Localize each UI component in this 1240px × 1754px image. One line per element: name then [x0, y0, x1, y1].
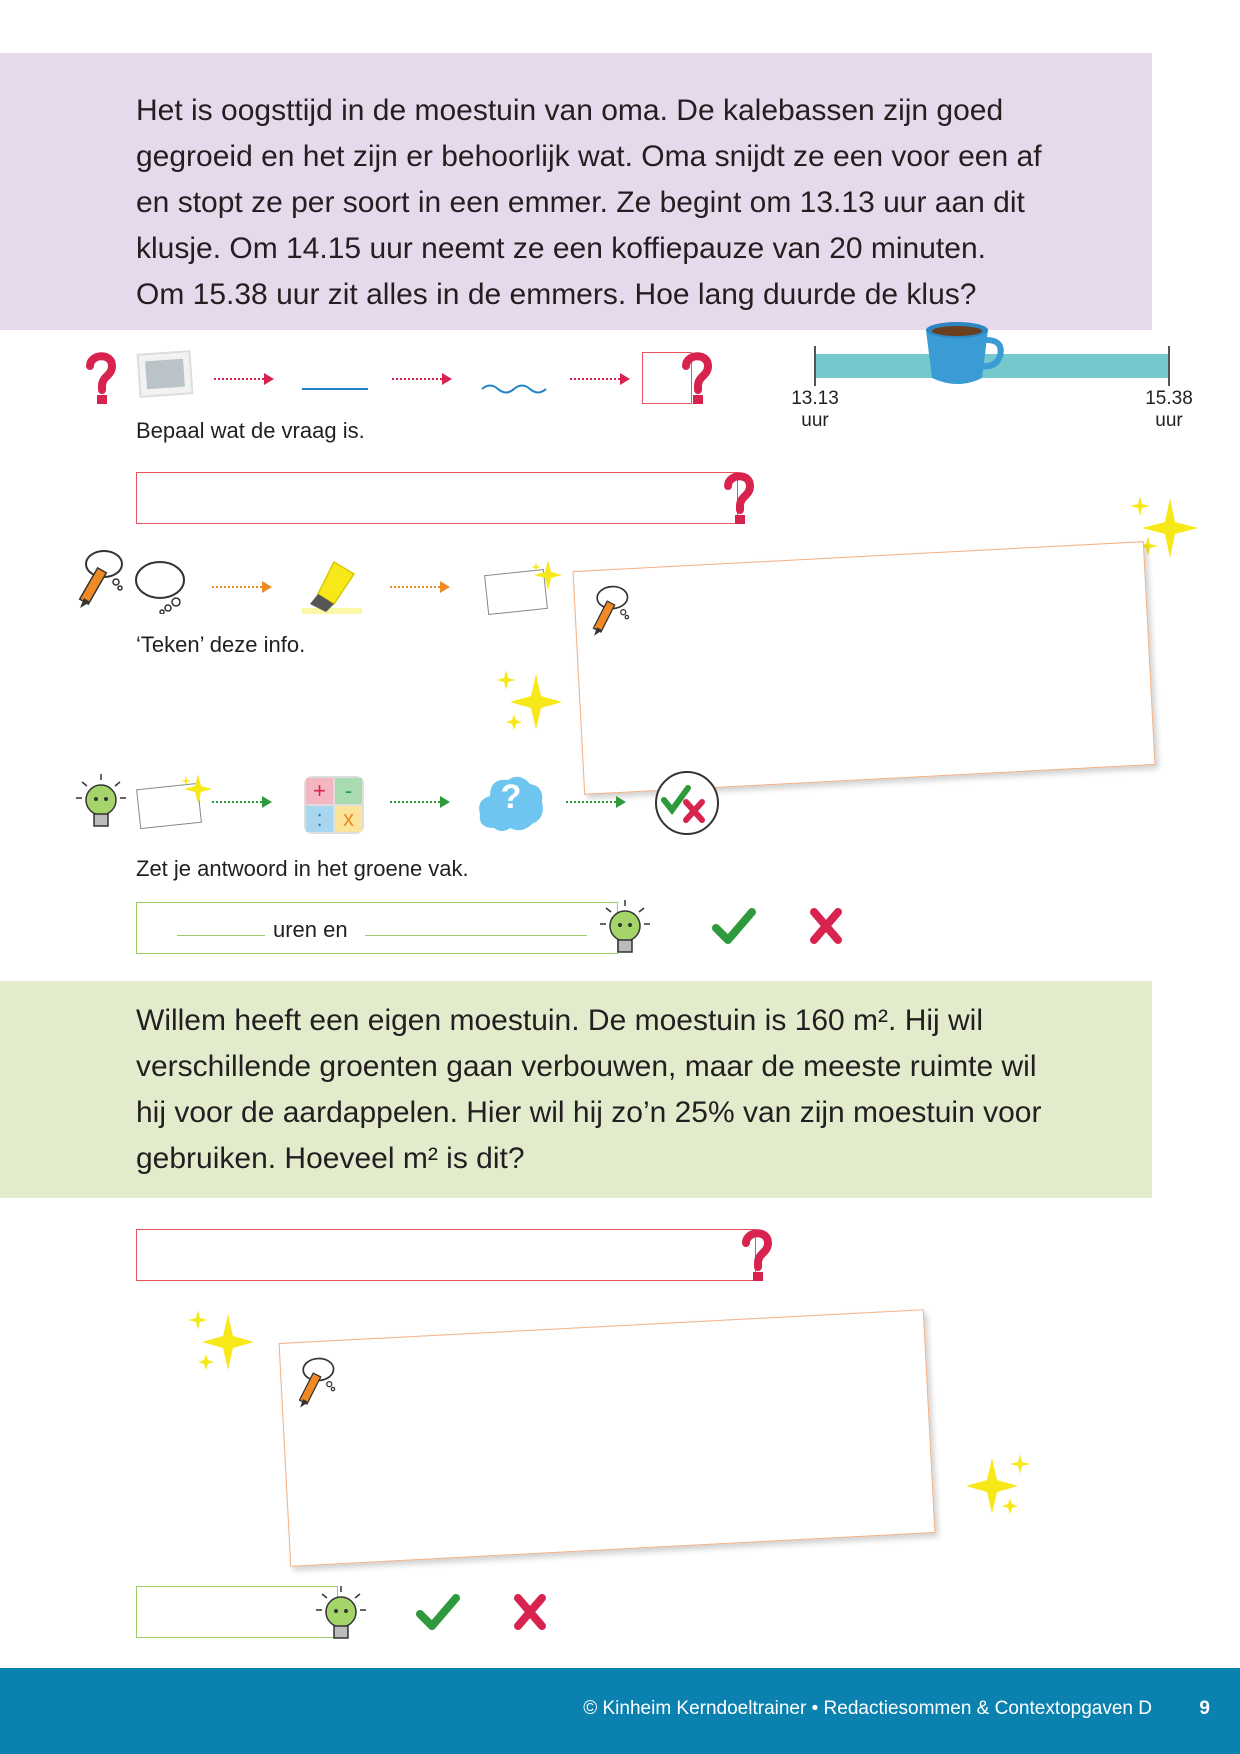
cross-icon[interactable]	[808, 906, 844, 946]
question-mark-icon	[722, 470, 756, 526]
check-icon[interactable]	[712, 906, 756, 946]
task1-text	[136, 88, 1096, 318]
arrow-icon	[390, 586, 448, 588]
arrow-icon	[212, 586, 270, 588]
timeline-end-time: 15.38	[1145, 388, 1193, 409]
task2-line: verschillende groenten gaan verbouwen, maar de meeste ruimte wil	[136, 1050, 1037, 1083]
cross-icon[interactable]	[512, 1592, 548, 1632]
page-number: 9	[1199, 1698, 1210, 1719]
question-hint: Bepaal wat de vraag is.	[136, 418, 365, 443]
highlighter-icon	[300, 556, 366, 616]
pencil-thought-icon	[292, 1355, 339, 1411]
task1-line: en stopt ze per soort in een emmer. Ze begint om 13.13 uur aan dit	[136, 186, 1025, 219]
coffee-cup-icon	[918, 318, 1008, 390]
task2-line: gebruiken. Hoeveel m² is dit?	[136, 1142, 525, 1175]
arrow-icon	[212, 801, 270, 803]
arrow-icon	[214, 378, 272, 380]
sparkle-icon	[180, 772, 214, 806]
thought-bubble-icon	[134, 558, 190, 614]
task2-box	[0, 981, 1152, 1198]
wavy-line-icon	[480, 382, 550, 396]
sparkle-icon	[530, 558, 564, 592]
timeline-end-tick	[1168, 346, 1170, 386]
timeline-start-tick	[814, 346, 816, 386]
arrow-icon	[566, 801, 624, 803]
lightbulb-icon	[74, 772, 128, 830]
task2-text	[136, 998, 1096, 1182]
drawing-area[interactable]	[573, 541, 1156, 795]
drawing-area[interactable]	[279, 1309, 936, 1567]
photo-card-icon	[136, 350, 194, 398]
timeline-end-label	[1134, 388, 1204, 432]
timeline-start-label	[780, 388, 850, 432]
minutes-blank[interactable]	[365, 935, 587, 936]
draw-hint: ‘Teken’ deze info.	[136, 632, 306, 657]
sparkle-icon	[494, 668, 564, 736]
task1-box	[0, 53, 1152, 330]
divide-key: :	[306, 806, 333, 832]
check-icon[interactable]	[416, 1592, 460, 1632]
answer-input[interactable]	[136, 1586, 338, 1638]
question-mark-icon	[680, 350, 714, 406]
timeline-end-unit: uur	[1155, 410, 1183, 431]
answer-input[interactable]	[136, 902, 618, 954]
check-cross-circle-icon	[654, 770, 720, 836]
minus-key: -	[335, 778, 362, 804]
task1-line: Het is oogsttijd in de moestuin van oma. De kalebassen zijn goed	[136, 94, 1004, 127]
underline-icon	[302, 388, 368, 390]
answer-hint: Zet je antwoord in het groene vak.	[136, 856, 469, 881]
footer-bar	[0, 1668, 1240, 1754]
times-key: x	[335, 806, 362, 832]
question-answer-input[interactable]	[136, 1229, 756, 1281]
sparkle-icon	[964, 1452, 1034, 1520]
task2-line: Willem heeft een eigen moestuin. De moestuin is 160 m². Hij wil	[136, 1004, 984, 1037]
footer-credit: © Kinheim Kerndoeltrainer • Redactiesommen & Contextopgaven D	[583, 1698, 1152, 1719]
hours-label: uren en	[273, 917, 348, 942]
task2-line: hij voor de aardappelen. Hier wil hij zo’n 25% van zijn moestuin voor	[136, 1096, 1042, 1129]
timeline-start-time: 13.13	[791, 388, 839, 409]
timeline-start-unit: uur	[801, 410, 829, 431]
hours-blank[interactable]	[177, 935, 265, 936]
arrow-icon	[390, 801, 448, 803]
question-mark-icon	[740, 1227, 774, 1283]
pencil-thought-icon	[74, 548, 126, 612]
sparkle-icon	[186, 1308, 256, 1376]
question-mark-icon	[84, 350, 118, 406]
question-answer-input[interactable]	[136, 472, 738, 524]
arrow-icon	[570, 378, 628, 380]
calculator-icon	[304, 776, 364, 834]
arrow-icon	[392, 378, 450, 380]
task1-line: Om 15.38 uur zit alles in de emmers. Hoe lang duurde de klus?	[136, 278, 977, 311]
lightbulb-icon	[598, 898, 652, 956]
task1-line: klusje. Om 14.15 uur neemt ze een koffiepauze van 20 minuten.	[136, 232, 986, 265]
lightbulb-icon	[314, 1584, 368, 1642]
pencil-thought-icon	[586, 583, 633, 639]
plus-key: +	[306, 778, 333, 804]
cloud-question-mark: ?	[500, 778, 522, 816]
task1-line: gegroeid en het zijn er behoorlijk wat. Oma snijdt ze een voor een af	[136, 140, 1042, 173]
